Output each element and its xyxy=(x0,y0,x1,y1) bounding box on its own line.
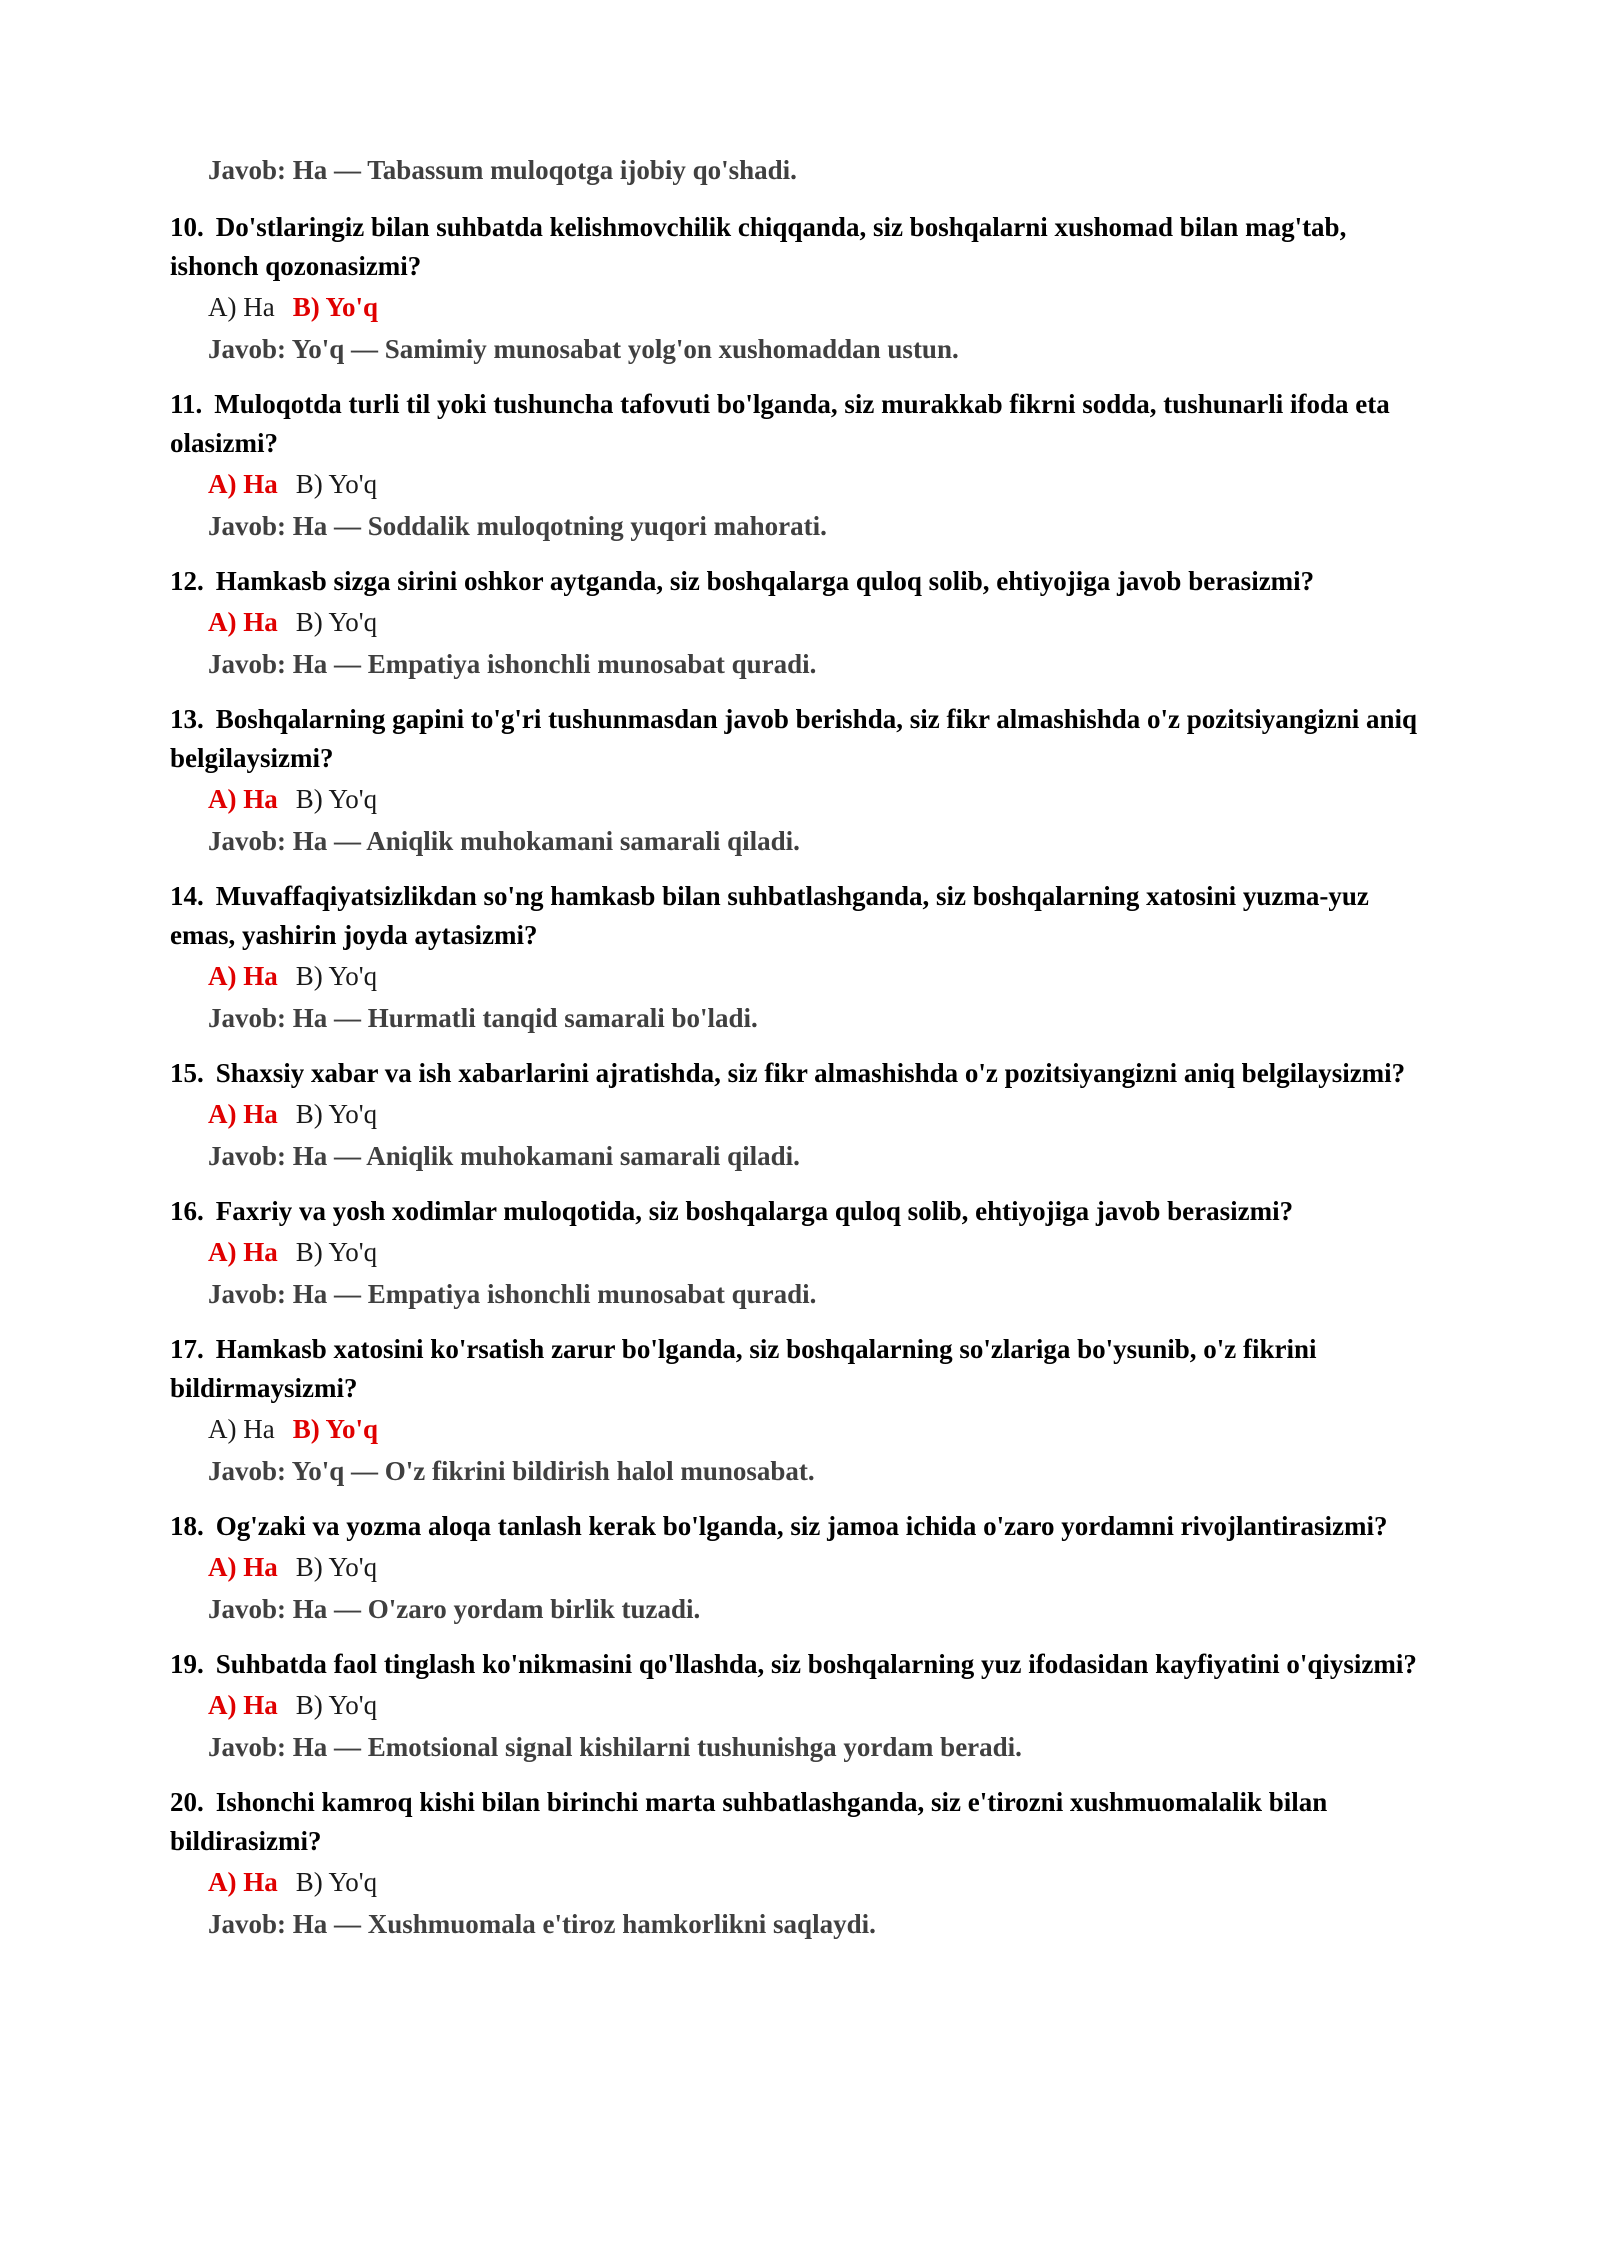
options-row xyxy=(170,955,1440,997)
question-text xyxy=(170,208,1440,286)
options-row xyxy=(170,1684,1440,1726)
question-text xyxy=(170,1645,1440,1684)
options-row xyxy=(170,1861,1440,1903)
option-a[interactable]: A) Ha xyxy=(208,1099,278,1129)
question-number: 10. xyxy=(170,212,204,242)
answer-line: Javob: Ha — Hurmatli tanqid samarali bo'ladi. xyxy=(208,1003,758,1033)
question-number: 17. xyxy=(170,1334,204,1364)
options-row xyxy=(170,1231,1440,1273)
question-text xyxy=(170,700,1440,778)
question-body: Og'zaki va yozma aloqa tanlash kerak bo'lganda, siz jamoa ichida o'zaro yordamni rivojlantirasizmi? xyxy=(215,1511,1388,1541)
option-b[interactable]: B) Yo'q xyxy=(292,292,379,322)
question-number: 20. xyxy=(170,1787,204,1817)
option-a[interactable]: A) Ha xyxy=(208,1867,278,1897)
option-a[interactable]: A) Ha xyxy=(208,1552,278,1582)
answer-line: Javob: Yo'q — Samimiy munosabat yolg'on xushomaddan ustun. xyxy=(208,334,959,364)
question-text xyxy=(170,877,1440,955)
question-body: Shaxsiy xabar va ish xabarlarini ajratishda, siz fikr almashishda o'z pozitsiyangizni aniq belgilaysizmi? xyxy=(215,1058,1406,1088)
answer-line: Javob: Ha — Aniqlik muhokamani samarali qiladi. xyxy=(208,826,800,856)
question-item xyxy=(170,1192,1440,1315)
option-a[interactable]: A) Ha xyxy=(208,784,278,814)
question-number: 13. xyxy=(170,704,204,734)
option-a[interactable]: A) Ha xyxy=(208,961,278,991)
question-text xyxy=(170,1192,1440,1231)
option-a[interactable]: A) Ha xyxy=(208,607,278,637)
question-text xyxy=(170,1507,1440,1546)
answer-line: Javob: Ha — Soddalik muloqotning yuqori mahorati. xyxy=(208,511,827,541)
question-item xyxy=(170,1645,1440,1768)
question-body: Suhbatda faol tinglash ko'nikmasini qo'llashda, siz boshqalarning yuz ifodasidan kayfiyatini o'qiysizmi? xyxy=(215,1649,1417,1679)
options-row xyxy=(170,286,1440,328)
question-number: 19. xyxy=(170,1649,204,1679)
question-item xyxy=(170,385,1440,547)
question-number: 14. xyxy=(170,881,204,911)
option-a[interactable]: A) Ha xyxy=(208,469,278,499)
answer-line: Javob: Ha — Emotsional signal kishilarni tushunishga yordam beradi. xyxy=(208,1732,1022,1762)
options-row xyxy=(170,1408,1440,1450)
question-item xyxy=(170,1054,1440,1177)
option-b[interactable]: B) Yo'q xyxy=(292,1414,379,1444)
question-number: 12. xyxy=(170,566,204,596)
options-row xyxy=(170,778,1440,820)
option-b[interactable]: B) Yo'q xyxy=(295,961,378,991)
question-item xyxy=(170,877,1440,1039)
question-text xyxy=(170,1330,1440,1408)
answer-line: Javob: Ha — Empatiya ishonchli munosabat quradi. xyxy=(208,649,817,679)
option-b[interactable]: B) Yo'q xyxy=(295,1237,378,1267)
question-text xyxy=(170,562,1440,601)
question-text xyxy=(170,385,1440,463)
question-body: Muloqotda turli til yoki tushuncha tafovuti bo'lganda, siz murakkab fikrni sodda, tushunarli ifoda eta olasizmi? xyxy=(170,389,1390,458)
option-b[interactable]: B) Yo'q xyxy=(295,1552,378,1582)
question-number: 16. xyxy=(170,1196,204,1226)
answer-line: Javob: Ha — Empatiya ishonchli munosabat quradi. xyxy=(208,1279,817,1309)
question-body: Ishonchi kamroq kishi bilan birinchi marta suhbatlashganda, siz e'tirozni xushmuomalalik bilan bildirasizmi? xyxy=(170,1787,1328,1856)
options-row xyxy=(170,601,1440,643)
option-b[interactable]: B) Yo'q xyxy=(295,784,378,814)
question-body: Boshqalarning gapini to'g'ri tushunmasdan javob berishda, siz fikr almashishda o'z pozitsiyangizni aniq belgilaysizmi? xyxy=(170,704,1418,773)
options-row xyxy=(170,463,1440,505)
question-body: Faxriy va yosh xodimlar muloqotida, siz boshqalarga quloq solib, ehtiyojiga javob berasizmi? xyxy=(215,1196,1294,1226)
option-a[interactable]: A) Ha xyxy=(208,1690,278,1720)
question-body: Hamkasb xatosini ko'rsatish zarur bo'lganda, siz boshqalarning so'zlariga bo'ysunib, o'z fikrini bildirmaysizmi? xyxy=(170,1334,1317,1403)
question-item xyxy=(170,1783,1440,1945)
question-text xyxy=(170,1783,1440,1861)
question-item xyxy=(170,1330,1440,1492)
answer-line: Javob: Ha — Tabassum muloqotga ijobiy qo'shadi. xyxy=(208,155,797,185)
question-list xyxy=(170,208,1440,1960)
question-body: Do'stlaringiz bilan suhbatda kelishmovchilik chiqqanda, siz boshqalarni xushomad bilan mag'tab, ishonch qozonasizmi? xyxy=(170,212,1347,281)
option-b[interactable]: B) Yo'q xyxy=(295,1099,378,1129)
question-number: 18. xyxy=(170,1511,204,1541)
answer-line: Javob: Ha — Aniqlik muhokamani samarali qiladi. xyxy=(208,1141,800,1171)
question-body: Hamkasb sizga sirini oshkor aytganda, siz boshqalarga quloq solib, ehtiyojiga javob berasizmi? xyxy=(215,566,1315,596)
option-a[interactable]: A) Ha xyxy=(208,292,275,322)
option-a[interactable]: A) Ha xyxy=(208,1414,275,1444)
question-item xyxy=(170,208,1440,370)
question-number: 11. xyxy=(170,389,203,419)
question-text xyxy=(170,1054,1440,1093)
question-number: 15. xyxy=(170,1058,204,1088)
option-b[interactable]: B) Yo'q xyxy=(295,469,378,499)
question-item xyxy=(170,700,1440,862)
option-b[interactable]: B) Yo'q xyxy=(295,607,378,637)
question-item xyxy=(170,562,1440,685)
options-row xyxy=(170,1093,1440,1135)
answer-line: Javob: Ha — Xushmuomala e'tiroz hamkorlikni saqlaydi. xyxy=(208,1909,876,1939)
answer-line: Javob: Ha — O'zaro yordam birlik tuzadi. xyxy=(208,1594,701,1624)
question-body: Muvaffaqiyatsizlikdan so'ng hamkasb bilan suhbatlashganda, siz boshqalarning xatosini yuzma-yuz emas, yashirin joyda aytasizmi? xyxy=(170,881,1369,950)
option-b[interactable]: B) Yo'q xyxy=(295,1867,378,1897)
options-row xyxy=(170,1546,1440,1588)
question-item xyxy=(170,1507,1440,1630)
option-b[interactable]: B) Yo'q xyxy=(295,1690,378,1720)
option-a[interactable]: A) Ha xyxy=(208,1237,278,1267)
answer-line: Javob: Yo'q — O'z fikrini bildirish halol munosabat. xyxy=(208,1456,815,1486)
